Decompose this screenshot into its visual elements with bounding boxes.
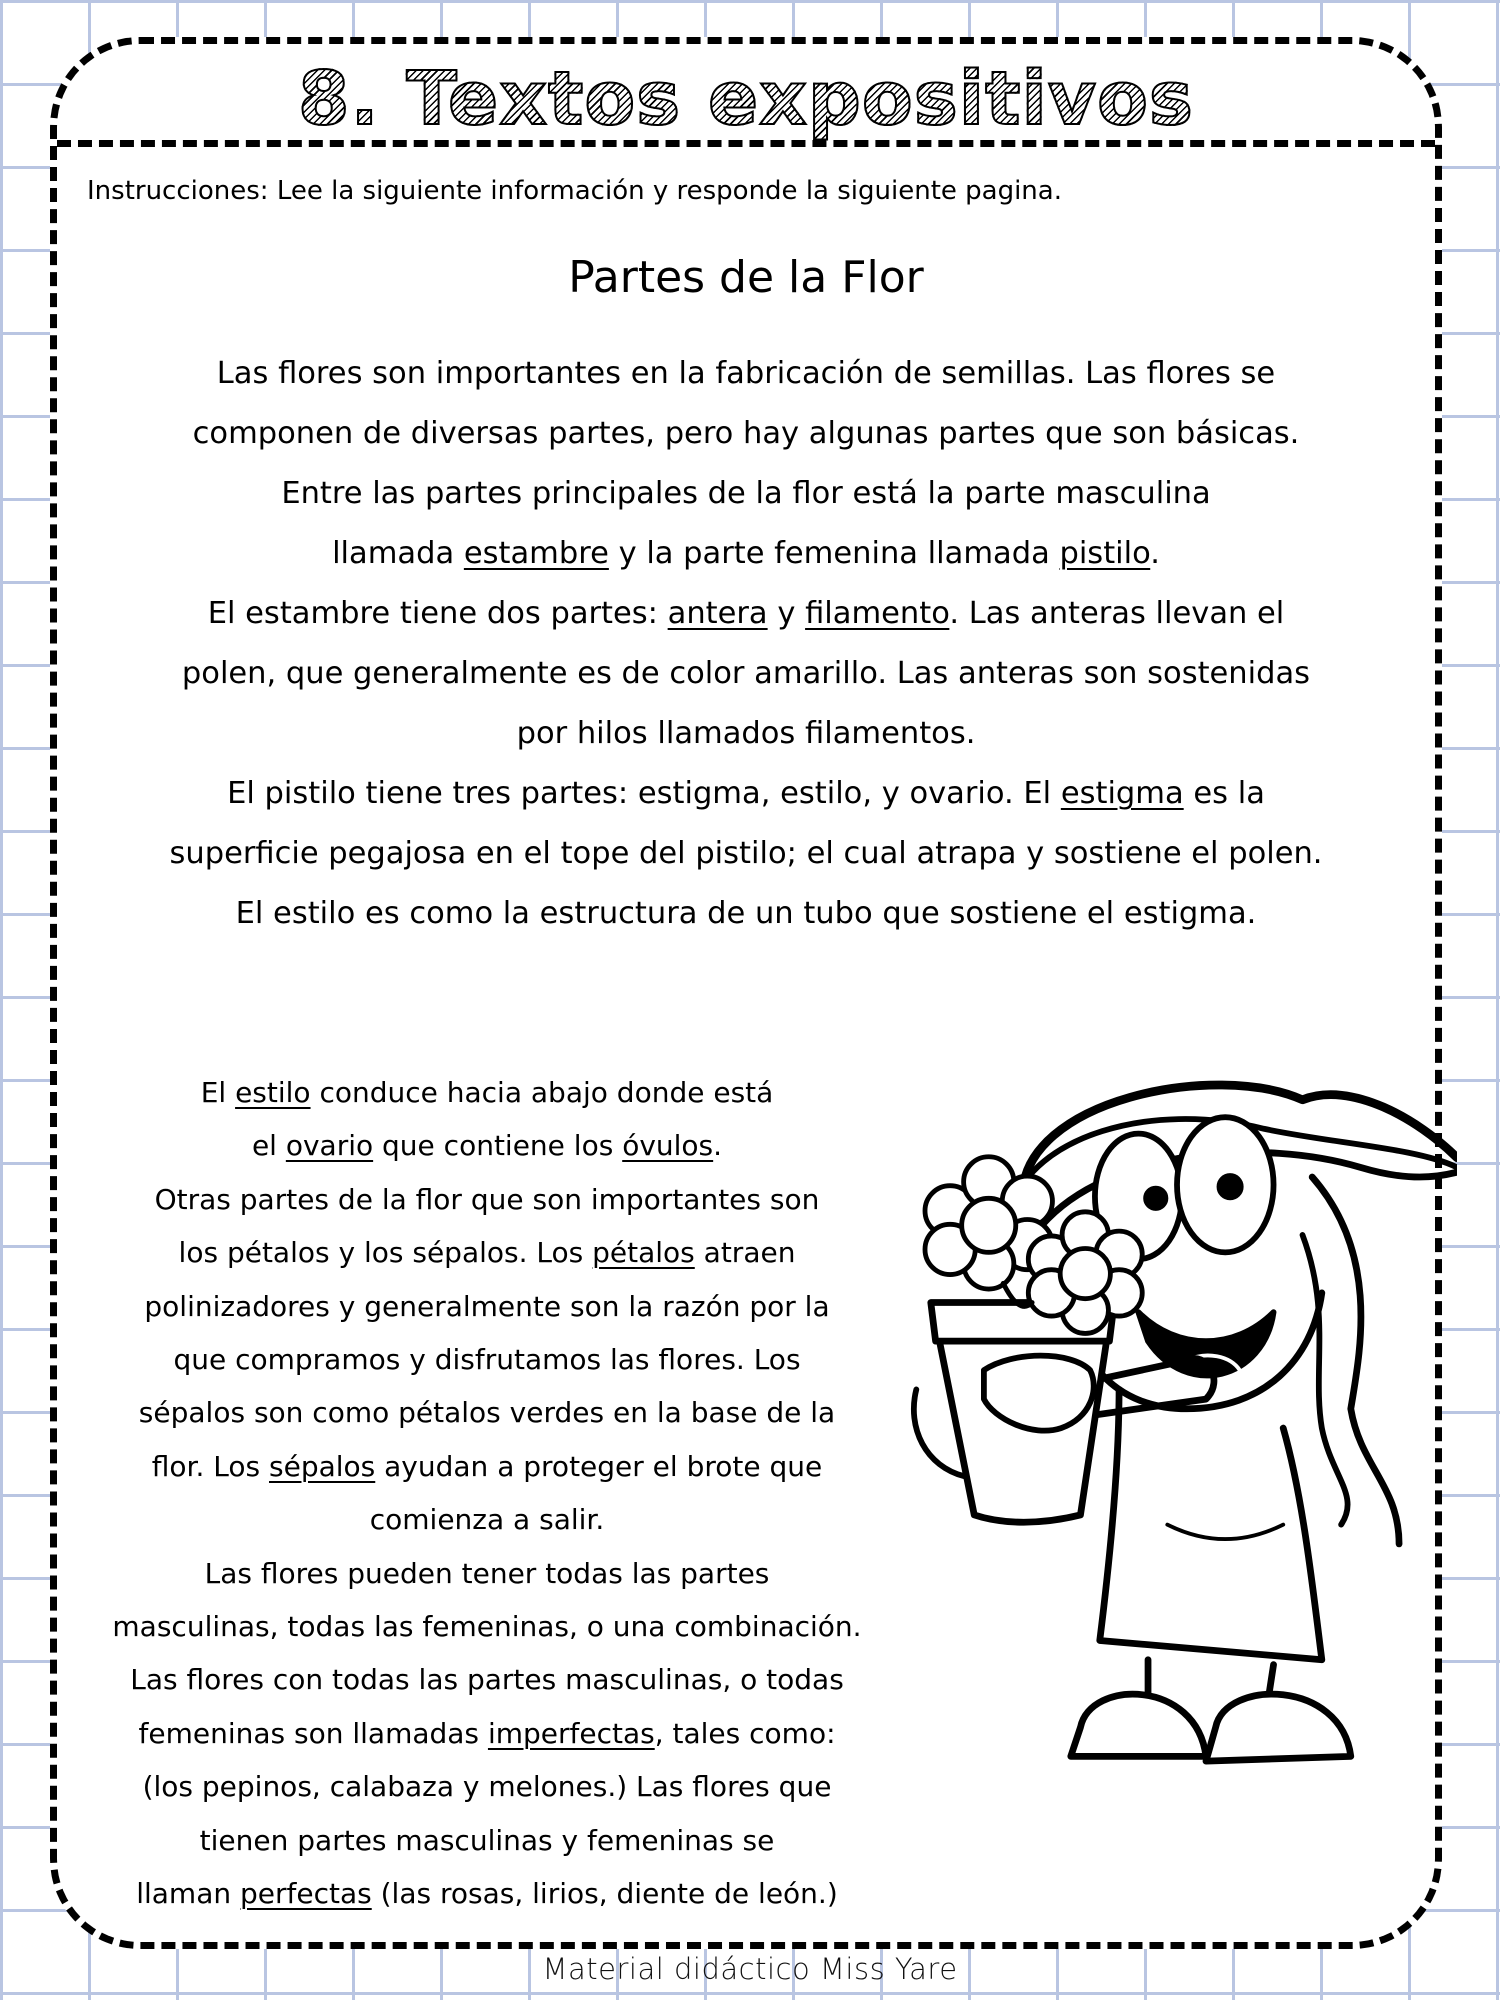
key-term: pétalos: [592, 1236, 695, 1270]
text-span: polen, que generalmente es de color amarillo. Las anteras son sostenidas: [181, 656, 1311, 691]
text-line: [97, 1707, 877, 1760]
worksheet-frame: [50, 37, 1442, 1949]
text-span: El pistilo tiene tres partes: estigma, estilo, y ovario. El: [227, 776, 1061, 811]
text-span: femeninas son llamadas: [138, 1716, 488, 1750]
text-line: [97, 1119, 877, 1172]
text-span: . Las anteras llevan el: [949, 596, 1285, 631]
text-span: llamada: [332, 536, 464, 571]
text-span: Entre las partes principales de la flor está la parte masculina: [281, 476, 1211, 511]
text-span: conduce hacia abajo donde está: [310, 1076, 774, 1109]
text-span: .: [713, 1129, 723, 1163]
text-span: los pétalos y los sépalos. Los: [178, 1236, 593, 1270]
text-span: , tales como:: [654, 1716, 836, 1750]
key-term: estambre: [463, 536, 609, 571]
text-line: [97, 704, 1395, 764]
key-term: filamento: [805, 596, 950, 631]
key-term: antera: [667, 596, 768, 631]
text-span: llaman: [136, 1877, 241, 1911]
text-line: [97, 524, 1395, 584]
text-line: [97, 1173, 877, 1226]
key-term: sépalos: [269, 1449, 376, 1483]
text-line: [97, 1547, 877, 1600]
text-line: [97, 584, 1395, 644]
text-span: El estilo es como la estructura de un tubo que sostiene el estigma.: [235, 896, 1257, 931]
section-heading: Partes de la Flor: [568, 252, 924, 303]
instructions-text: Instrucciones: Lee la siguiente información y responde la siguiente pagina.: [87, 176, 1062, 206]
page-title: 8. Textos expositivos: [57, 54, 1435, 144]
text-span: masculinas, todas las femeninas, o una combinación.: [112, 1610, 862, 1644]
text-line: [97, 884, 1395, 944]
text-span: El: [200, 1076, 236, 1109]
text-span: Las flores pueden tener todas las partes: [204, 1556, 770, 1590]
text-line: [97, 644, 1395, 704]
key-term: pistilo: [1059, 536, 1151, 571]
key-term: estilo: [235, 1076, 311, 1109]
text-span: El estambre tiene dos partes:: [207, 596, 668, 631]
text-line: [97, 1280, 877, 1333]
text-span: flor. Los: [151, 1449, 269, 1483]
key-term: estigma: [1060, 776, 1184, 811]
text-span: que contiene los: [373, 1129, 623, 1163]
text-span: (los pepinos, calabaza y melones.) Las flores que: [142, 1770, 832, 1804]
text-line: [97, 344, 1395, 404]
key-term: perfectas: [240, 1877, 372, 1911]
text-span: atraen: [694, 1236, 796, 1270]
text-span: Las flores con todas las partes masculinas, o todas: [130, 1663, 844, 1697]
key-term: óvulos: [622, 1129, 714, 1163]
text-line: [97, 1600, 877, 1653]
text-span: (las rosas, lirios, diente de león.): [371, 1877, 838, 1911]
text-line: [97, 1867, 877, 1920]
text-line: [97, 1493, 877, 1546]
text-span: el: [251, 1129, 286, 1163]
text-span: por hilos llamados filamentos.: [516, 716, 976, 751]
text-line: [97, 1760, 877, 1813]
key-term: imperfectas: [487, 1716, 655, 1750]
text-span: que compramos y disfrutamos las flores. Los: [173, 1343, 801, 1377]
text-span: Las flores son importantes en la fabricación de semillas. Las flores se: [216, 356, 1276, 391]
text-line: [97, 1814, 877, 1867]
text-span: sépalos son como pétalos verdes en la base de la: [138, 1396, 836, 1430]
key-term: ovario: [285, 1129, 374, 1163]
text-line: [97, 1333, 877, 1386]
text-span: es la: [1183, 776, 1265, 811]
header-divider: [57, 140, 1435, 147]
text-line: [97, 1386, 877, 1439]
text-span: componen de diversas partes, pero hay algunas partes que son básicas.: [192, 416, 1300, 451]
text-line: [97, 1226, 877, 1279]
text-span: y la parte femenina llamada: [608, 536, 1060, 571]
text-span: tienen partes masculinas y femeninas se: [199, 1823, 775, 1857]
text-span: superficie pegajosa en el tope del pistilo; el cual atrapa y sostiene el polen.: [169, 836, 1323, 871]
text-span: comienza a salir.: [369, 1503, 605, 1537]
text-line: [97, 764, 1395, 824]
text-line: [97, 464, 1395, 524]
text-span: .: [1150, 536, 1160, 571]
girl-with-flower-pot-icon: [897, 1046, 1457, 1926]
details-paragraph: [97, 1066, 877, 1921]
footer-credit: Material didáctico Miss Yare: [542, 1952, 958, 1986]
text-span: ayudan a proteger el brote que: [375, 1449, 823, 1483]
text-line: [97, 1440, 877, 1493]
text-span: Otras partes de la flor que son importantes son: [154, 1182, 820, 1216]
text-line: [97, 404, 1395, 464]
intro-paragraph: [97, 344, 1395, 944]
text-line: [97, 824, 1395, 884]
text-span: polinizadores y generalmente son la razón por la: [144, 1289, 830, 1323]
text-line: [97, 1066, 877, 1119]
text-line: [97, 1653, 877, 1706]
text-span: y: [767, 596, 806, 631]
